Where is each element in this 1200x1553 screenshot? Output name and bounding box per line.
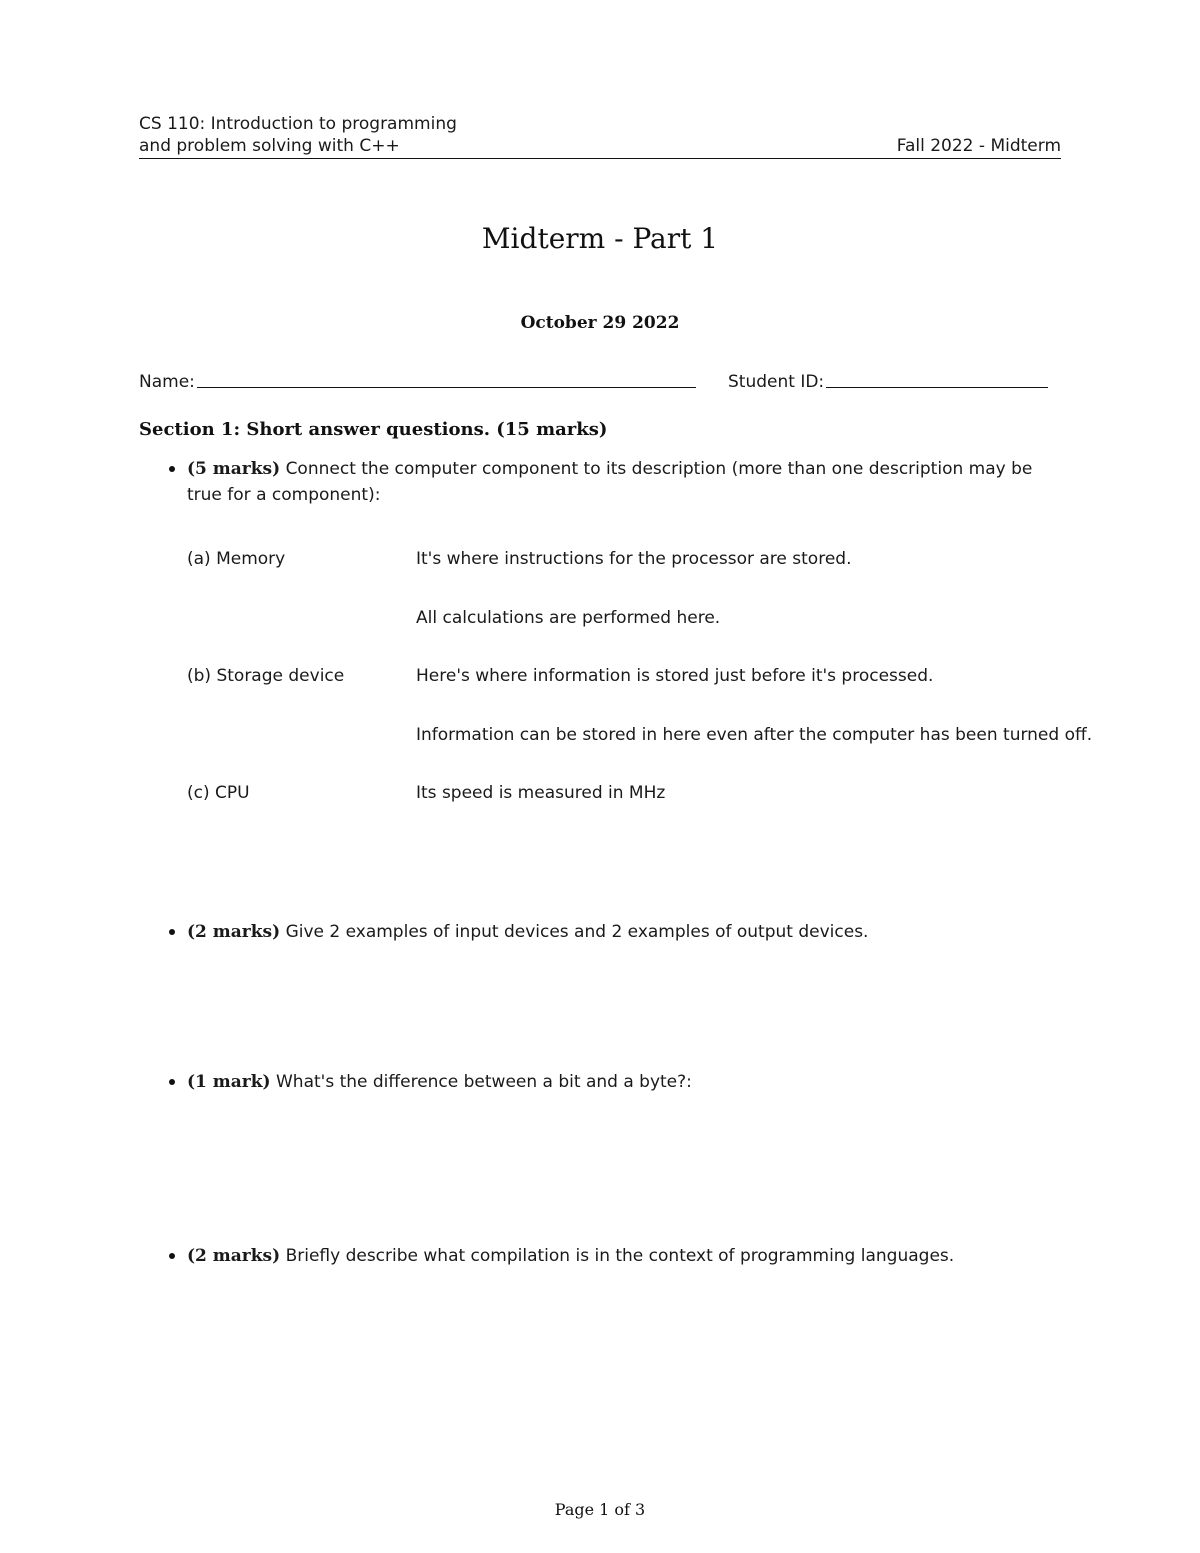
question-marks: (5 marks): [187, 459, 281, 479]
student-id-blank-line[interactable]: [826, 387, 1048, 388]
question-text: Briefly describe what compilation is in the context of programming languages.: [285, 1246, 955, 1266]
component-memory: (a) Memory: [187, 549, 286, 569]
page-title: Midterm - Part 1: [481, 222, 719, 255]
question-text-continued: true for a component):: [187, 485, 381, 505]
question-marks: (2 marks): [187, 922, 281, 942]
course-title-line-1: CS 110: Introduction to programming: [139, 114, 457, 134]
question-text: Connect the computer component to its description (more than one description may be: [285, 459, 1033, 479]
term-label: Fall 2022 - Midterm: [896, 136, 1061, 156]
bullet-icon: [169, 929, 175, 935]
name-field: [139, 372, 696, 392]
name-label: Name:: [139, 372, 195, 392]
component-storage-device: (b) Storage device: [187, 666, 345, 686]
section-title: Section 1: Short answer questions. (15 marks): [139, 419, 608, 440]
question-2: [139, 919, 1061, 945]
bullet-icon: [169, 1253, 175, 1259]
description-1: It's where instructions for the processor are stored.: [416, 549, 852, 569]
bullet-icon: [169, 466, 175, 472]
description-2: All calculations are performed here.: [416, 608, 721, 628]
student-id-field: [728, 372, 1048, 392]
description-5: Its speed is measured in MHz: [416, 783, 666, 803]
question-marks: (1 mark): [187, 1072, 271, 1092]
course-title-line-2: and problem solving with C++: [139, 136, 400, 156]
description-3: Here's where information is stored just before it's processed.: [416, 666, 934, 686]
name-blank-line[interactable]: [197, 387, 696, 388]
exam-date: October 29 2022: [520, 313, 680, 333]
course-header: [139, 113, 457, 157]
question-text: Give 2 examples of input devices and 2 examples of output devices.: [285, 922, 869, 942]
description-4: Information can be stored in here even after the computer has been turned off.: [416, 725, 1093, 745]
bullet-icon: [169, 1079, 175, 1085]
question-1: [139, 456, 1061, 508]
component-cpu: (c) CPU: [187, 783, 250, 803]
page-number: Page 1 of 3: [554, 1500, 646, 1519]
header-divider: [139, 158, 1061, 159]
question-3: [139, 1069, 1061, 1095]
student-id-label: Student ID:: [728, 372, 825, 392]
question-4: [139, 1243, 1061, 1269]
question-marks: (2 marks): [187, 1246, 281, 1266]
question-text: What's the difference between a bit and a byte?:: [275, 1072, 692, 1092]
